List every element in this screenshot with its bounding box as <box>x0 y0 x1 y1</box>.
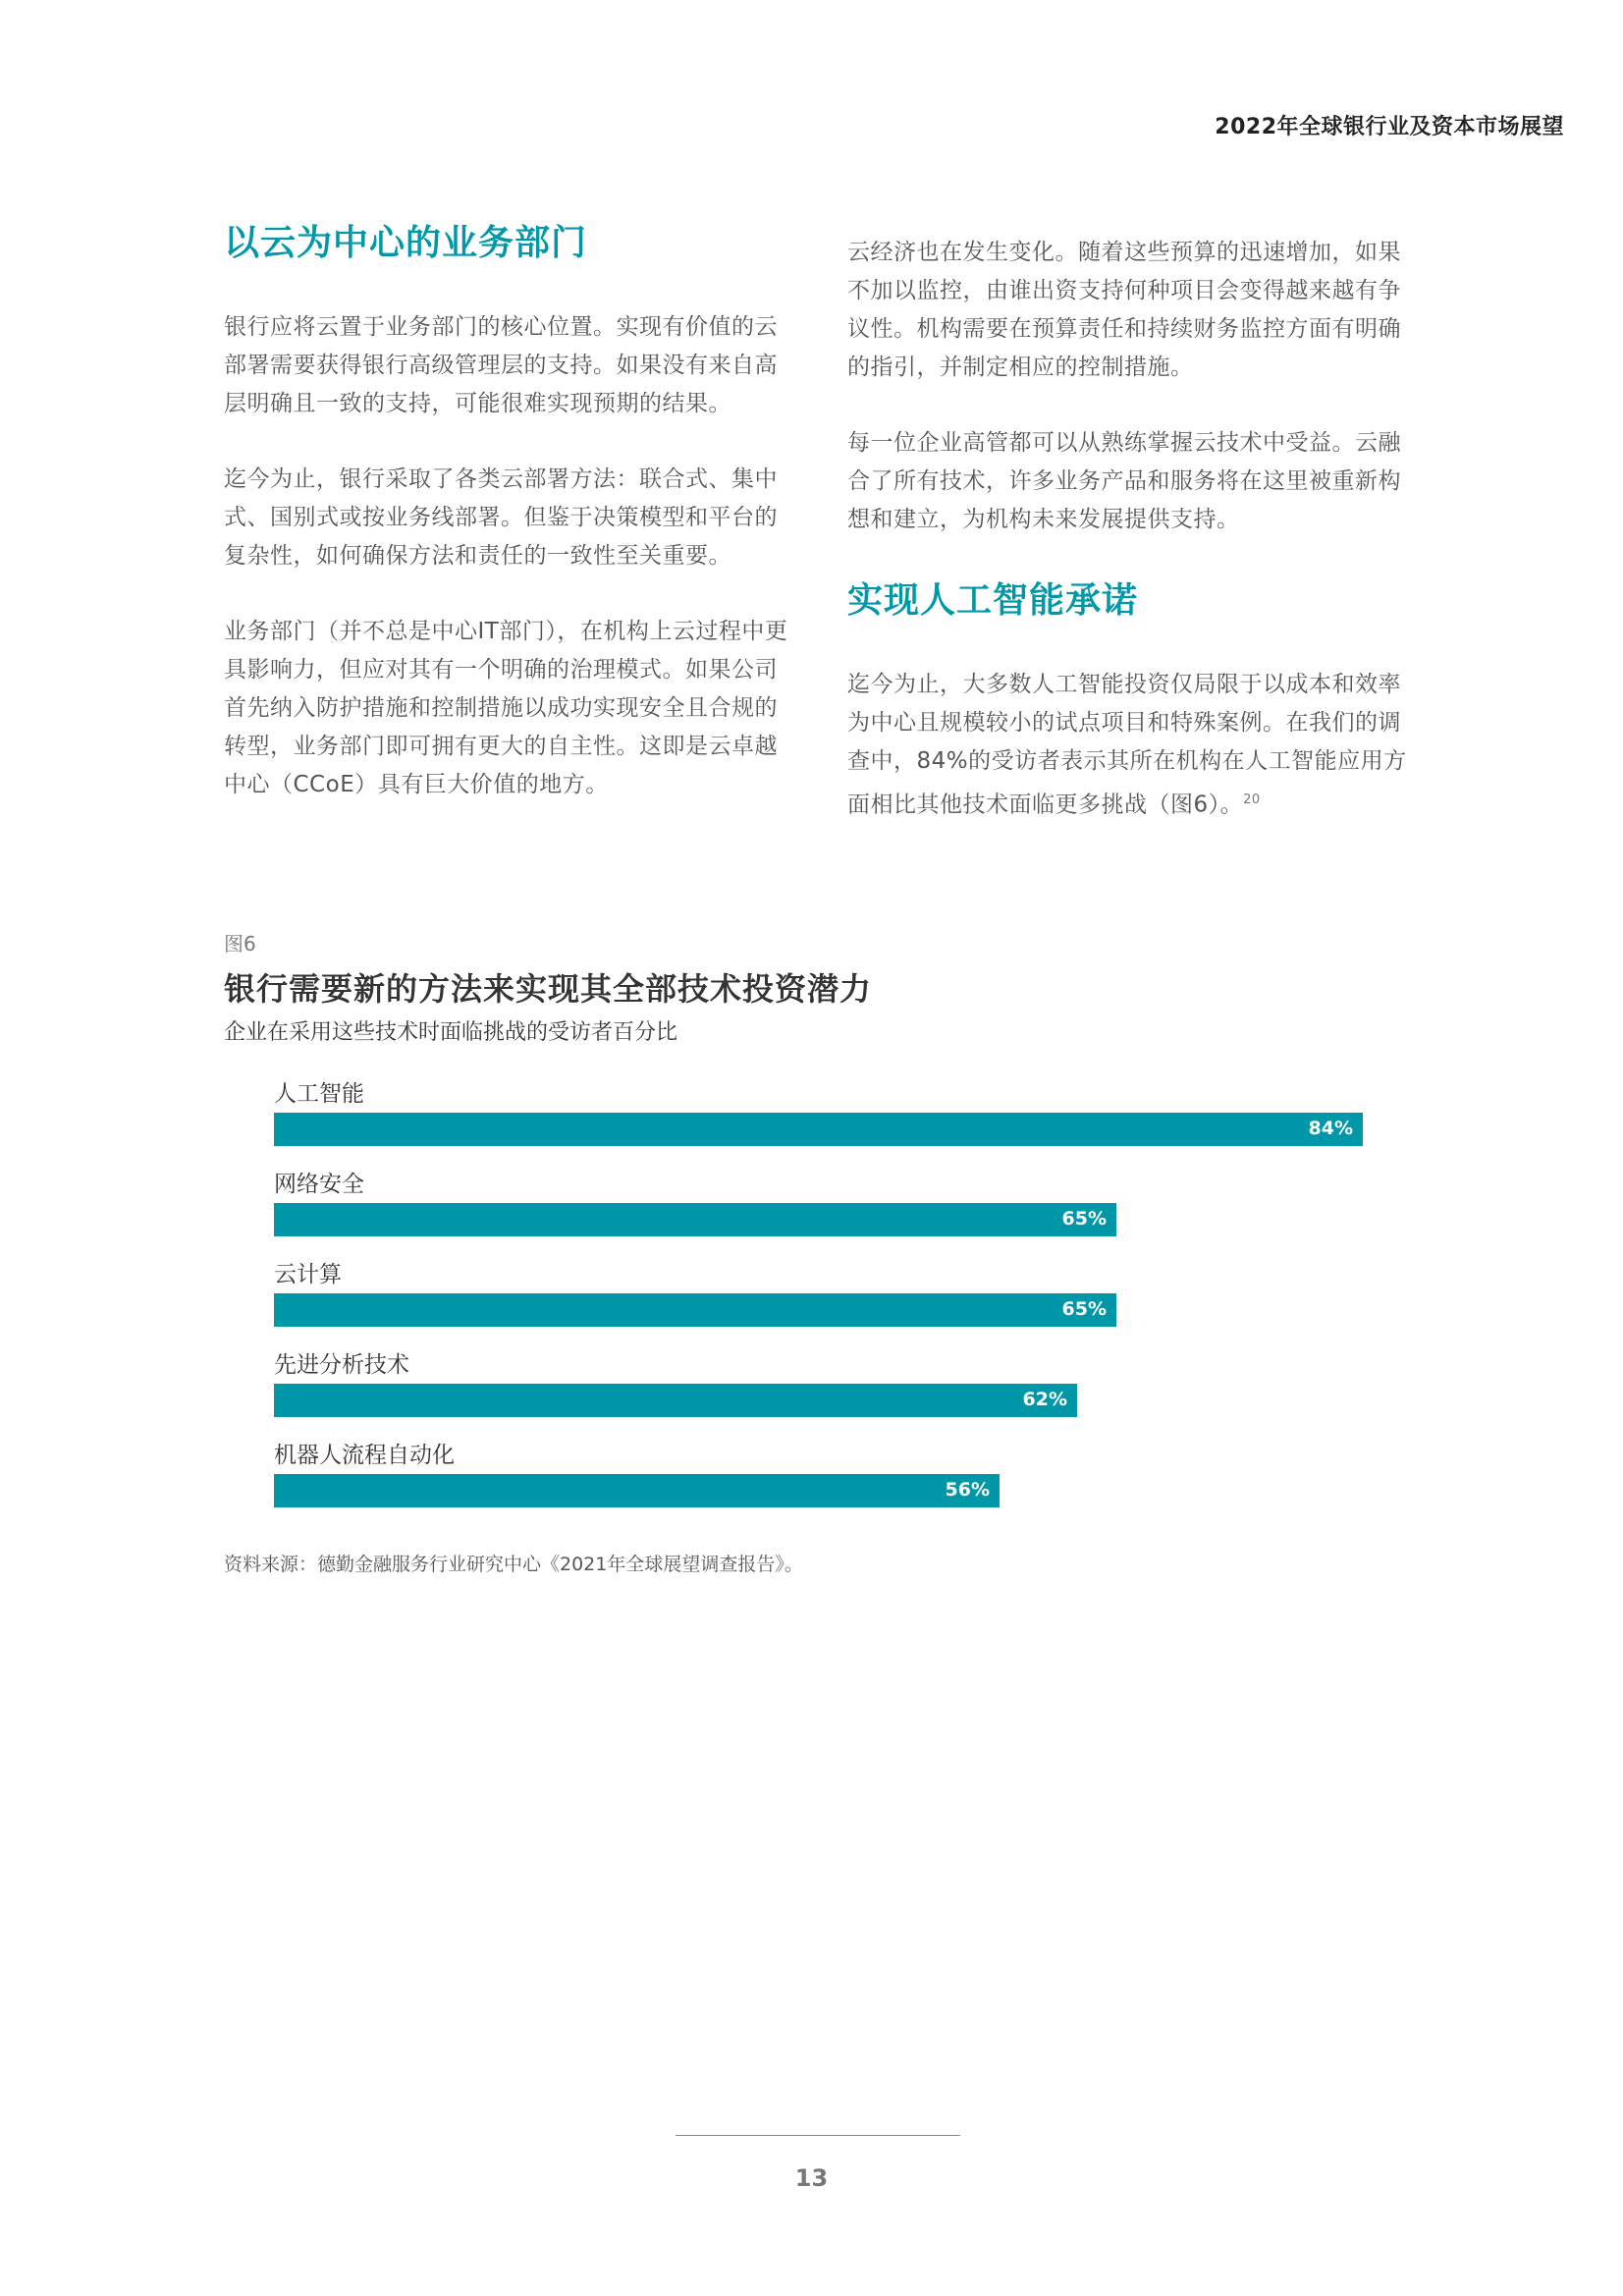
header-title: 2022年全球银行业及资本市场展望 <box>1215 115 1564 139</box>
paragraph: 每一位企业高管都可以从熟练掌握云技术中受益。云融合了所有技术，许多业务产品和服务将在这里被重新构想和建立，为机构未来发展提供支持。 <box>847 430 1401 532</box>
bar-row <box>274 1346 1374 1437</box>
page-number: 13 <box>794 2164 829 2192</box>
bar-category-label: 云计算 <box>274 1262 342 1287</box>
figure-label: 图6 <box>224 932 256 956</box>
bar-row <box>274 1437 1374 1527</box>
bar <box>274 1203 1116 1236</box>
paragraph-ai-text: 迄今为止，大多数人工智能投资仅局限于以成本和效率为中心且规模较小的试点项目和特殊案例。在我们的调查中，84%的受访者表示其所在机构在人工智能应用方面相比其他技术面临更多挑战（图6）。 <box>847 671 1407 818</box>
figure-subtitle: 企业在采用这些技术时面临挑战的受访者百分比 <box>224 1020 678 1045</box>
bar <box>274 1474 1000 1507</box>
paragraph: 业务部门（并不总是中心IT部门），在机构上云过程中更具影响力，但应对其有一个明确的治理模式。如果公司首先纳入防护措施和控制措施以成功实现安全且合规的转型，业务部门即可拥有更大的自主性。这即是云卓越中心（CCoE）具有巨大价值的地方。 <box>224 618 788 797</box>
footer-divider <box>676 2135 960 2136</box>
bar-row <box>274 1166 1374 1256</box>
right-column <box>847 234 1422 861</box>
bar-value-label: 62% <box>1022 1389 1067 1410</box>
left-column <box>224 221 793 842</box>
bar-chart <box>274 1075 1374 1517</box>
footnote-ref[interactable]: 20 <box>1243 792 1261 807</box>
section-title-cloud: 以云为中心的业务部门 <box>224 223 588 263</box>
figure-header <box>224 928 1402 1046</box>
figure-title: 银行需要新的方法来实现其全部技术投资潜力 <box>224 970 873 1008</box>
bar-category-label: 先进分析技术 <box>274 1352 409 1378</box>
paragraph: 云经济也在发生变化。随着这些预算的迅速增加，如果不加以监控，由谁出资支持何种项目会变得越来越有争议性。机构需要在预算责任和持续财务监控方面有明确的指引，并制定相应的控制措施。 <box>847 240 1401 380</box>
paragraph: 迄今为止，银行采取了各类云部署方法：联合式、集中式、国别式或按业务线部署。但鉴于决策模型和平台的复杂性，如何确保方法和责任的一致性至关重要。 <box>224 465 778 569</box>
figure-source: 资料来源：德勤金融服务行业研究中心《2021年全球展望调查报告》。 <box>224 1554 803 1575</box>
bar <box>274 1293 1116 1327</box>
section-title-ai: 实现人工智能承诺 <box>847 580 1139 621</box>
bar-row <box>274 1256 1374 1346</box>
bar <box>274 1113 1363 1146</box>
bar-category-label: 机器人流程自动化 <box>274 1443 455 1468</box>
bar <box>274 1384 1077 1417</box>
bar-value-label: 56% <box>945 1479 990 1501</box>
bar-category-label: 人工智能 <box>274 1081 364 1107</box>
bar-value-label: 84% <box>1308 1118 1353 1139</box>
paragraph-ai <box>847 666 1422 825</box>
bar-category-label: 网络安全 <box>274 1172 364 1197</box>
bar-row <box>274 1075 1374 1166</box>
bar-value-label: 65% <box>1061 1208 1107 1230</box>
bar-value-label: 65% <box>1061 1298 1107 1320</box>
paragraph: 银行应将云置于业务部门的核心位置。实现有价值的云部署需要获得银行高级管理层的支持。如果没有来自高层明确且一致的支持，可能很难实现预期的结果。 <box>224 313 778 416</box>
